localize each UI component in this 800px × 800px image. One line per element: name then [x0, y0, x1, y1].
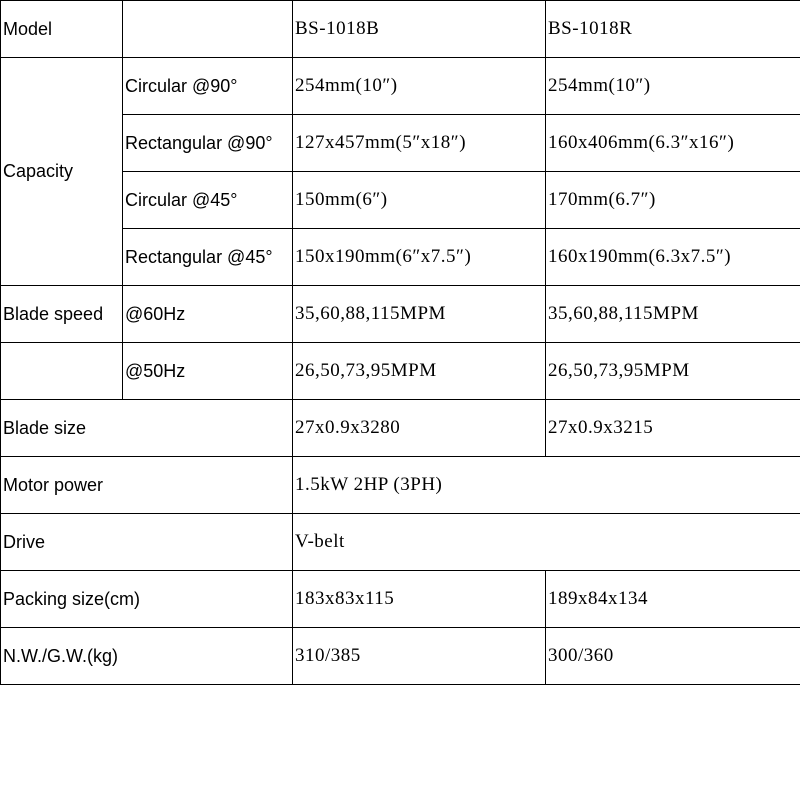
drive-label: Drive: [1, 514, 293, 571]
capacity-col1: 127x457mm(5″x18″): [293, 115, 546, 172]
model-col2: BS-1018R: [546, 1, 800, 58]
row-weight: [1, 628, 800, 685]
motor-power-label: Motor power: [1, 457, 293, 514]
model-blank-cell: [123, 1, 293, 58]
row-drive: [1, 514, 800, 571]
model-label: Model: [1, 1, 123, 58]
row-motor-power: [1, 457, 800, 514]
capacity-col1: 150x190mm(6″x7.5″): [293, 229, 546, 286]
capacity-sub-label: Circular @45°: [123, 172, 293, 229]
model-col1: BS-1018B: [293, 1, 546, 58]
blade-speed-60hz-col1: 35,60,88,115MPM: [293, 286, 546, 343]
capacity-label: Capacity: [1, 58, 123, 286]
weight-label: N.W./G.W.(kg): [1, 628, 293, 685]
blade-speed-60hz-col2: 35,60,88,115MPM: [546, 286, 800, 343]
drive-value: V-belt: [293, 514, 800, 571]
capacity-col1: 150mm(6″): [293, 172, 546, 229]
motor-power-value: 1.5kW 2HP (3PH): [293, 457, 800, 514]
capacity-sub-label: Circular @90°: [123, 58, 293, 115]
blade-size-label: Blade size: [1, 400, 293, 457]
blade-speed-blank-cell: [1, 343, 123, 400]
packing-size-col2: 189x84x134: [546, 571, 800, 628]
capacity-sub-label: Rectangular @45°: [123, 229, 293, 286]
row-blade-speed-60hz: [1, 286, 800, 343]
weight-col2: 300/360: [546, 628, 800, 685]
blade-speed-50hz-col1: 26,50,73,95MPM: [293, 343, 546, 400]
capacity-col2: 160x406mm(6.3″x16″): [546, 115, 800, 172]
weight-col1: 310/385: [293, 628, 546, 685]
blade-size-col1: 27x0.9x3280: [293, 400, 546, 457]
blade-speed-label: Blade speed: [1, 286, 123, 343]
blade-speed-50hz-label: @50Hz: [123, 343, 293, 400]
blade-speed-60hz-label: @60Hz: [123, 286, 293, 343]
capacity-col2: 254mm(10″): [546, 58, 800, 115]
capacity-sub-label: Rectangular @90°: [123, 115, 293, 172]
capacity-col2: 170mm(6.7″): [546, 172, 800, 229]
row-model: [1, 1, 800, 58]
capacity-col2: 160x190mm(6.3x7.5″): [546, 229, 800, 286]
packing-size-label: Packing size(cm): [1, 571, 293, 628]
capacity-col1: 254mm(10″): [293, 58, 546, 115]
packing-size-col1: 183x83x115: [293, 571, 546, 628]
row-blade-size: [1, 400, 800, 457]
row-packing-size: [1, 571, 800, 628]
blade-size-col2: 27x0.9x3215: [546, 400, 800, 457]
blade-speed-50hz-col2: 26,50,73,95MPM: [546, 343, 800, 400]
row-blade-speed-50hz: [1, 343, 800, 400]
row-capacity-circular-90: [1, 58, 800, 115]
